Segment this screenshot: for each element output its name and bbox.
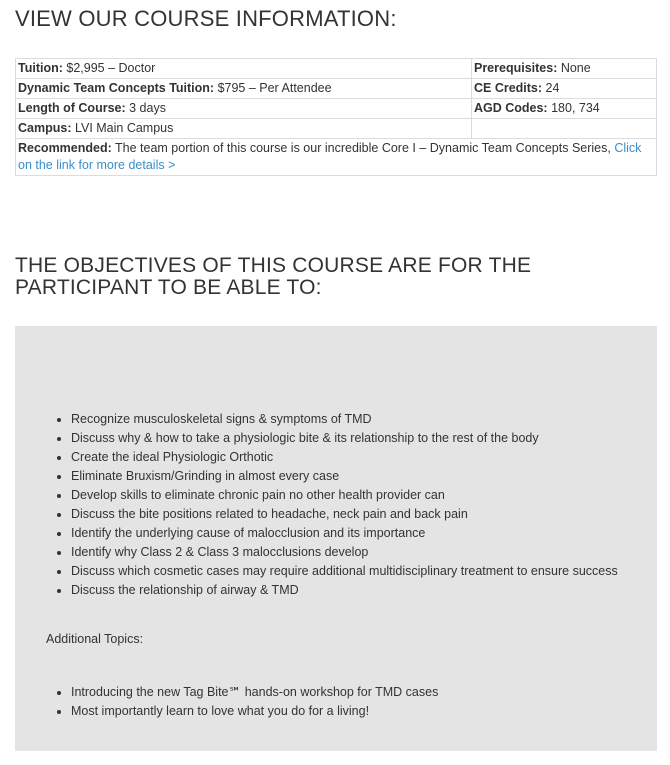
- list-item: • Discuss why & how to take a physiologic bite & its relationship to the rest of the body: [71, 429, 618, 448]
- list-item: • Identify why Class 2 & Class 3 malocclusions develop: [71, 543, 618, 562]
- list-item: • Develop skills to eliminate chronic pain no other health provider can: [71, 486, 618, 505]
- prerequisites-cell: [471, 59, 656, 79]
- team-tuition-cell: [16, 79, 472, 99]
- recommended-label: Recommended:: [18, 141, 112, 155]
- prerequisites-value: None: [557, 61, 591, 75]
- list-item: • Eliminate Bruxism/Grinding in almost every case: [71, 467, 618, 486]
- ce-credits-label: CE Credits:: [473, 81, 543, 95]
- list-item: • Most importantly learn to love what you do for a living!: [71, 702, 438, 721]
- length-label: Length of Course:: [18, 101, 126, 115]
- ce-credits-cell: [471, 79, 656, 99]
- list-item: • Introducing the new Tag Bite℠ hands-on workshop for TMD cases: [71, 683, 438, 702]
- team-tuition-value: $795 – Per Attendee: [214, 81, 332, 95]
- table-row: [16, 119, 657, 139]
- tuition-label: Tuition:: [18, 61, 63, 75]
- ce-credits-value: 24: [542, 81, 560, 95]
- table-row: [16, 79, 657, 99]
- course-info-heading: VIEW OUR COURSE INFORMATION:: [15, 6, 397, 31]
- length-value: 3 days: [125, 101, 166, 115]
- course-info-table: [15, 58, 657, 176]
- recommended-text: The team portion of this course is our incredible Core I – Dynamic Team Concepts Series,: [111, 141, 615, 155]
- team-tuition-label: Dynamic Team Concepts Tuition:: [18, 81, 215, 95]
- tuition-value: $2,995 – Doctor: [62, 61, 156, 75]
- objectives-list: [37, 410, 618, 600]
- length-cell: [16, 99, 472, 119]
- table-row: [16, 139, 657, 176]
- list-item: • Discuss the bite positions related to headache, neck pain and back pain: [71, 505, 618, 524]
- list-item: • Create the ideal Physiologic Orthotic: [71, 448, 618, 467]
- campus-value: LVI Main Campus: [71, 121, 174, 135]
- list-item: • Discuss the relationship of airway & TMD: [71, 581, 618, 600]
- agd-codes-value: 180, 734: [547, 101, 600, 115]
- objectives-heading: THE OBJECTIVES OF THIS COURSE ARE FOR THE PARTICIPANT TO BE ABLE TO:: [15, 254, 532, 299]
- list-item: • Recognize musculoskeletal signs & symptoms of TMD: [71, 410, 618, 429]
- additional-topics-label: Additional Topics:: [46, 632, 144, 646]
- campus-label: Campus:: [18, 121, 72, 135]
- recommended-cell: [16, 139, 657, 176]
- more-details-link[interactable]: Click on the link for more details >: [18, 141, 642, 172]
- list-item: • Discuss which cosmetic cases may require additional multidisciplinary treatment to ensure success: [71, 562, 618, 581]
- additional-topics-list: [37, 683, 438, 721]
- table-row: [16, 99, 657, 119]
- agd-codes-label: AGD Codes:: [473, 101, 548, 115]
- list-item: • Identify the underlying cause of malocclusion and its importance: [71, 524, 618, 543]
- empty-cell: [471, 119, 656, 139]
- objectives-panel: [15, 326, 657, 751]
- campus-cell: [16, 119, 472, 139]
- prerequisites-label: Prerequisites:: [473, 61, 558, 75]
- table-row: [16, 59, 657, 79]
- agd-codes-cell: [471, 99, 656, 119]
- tuition-cell: [16, 59, 472, 79]
